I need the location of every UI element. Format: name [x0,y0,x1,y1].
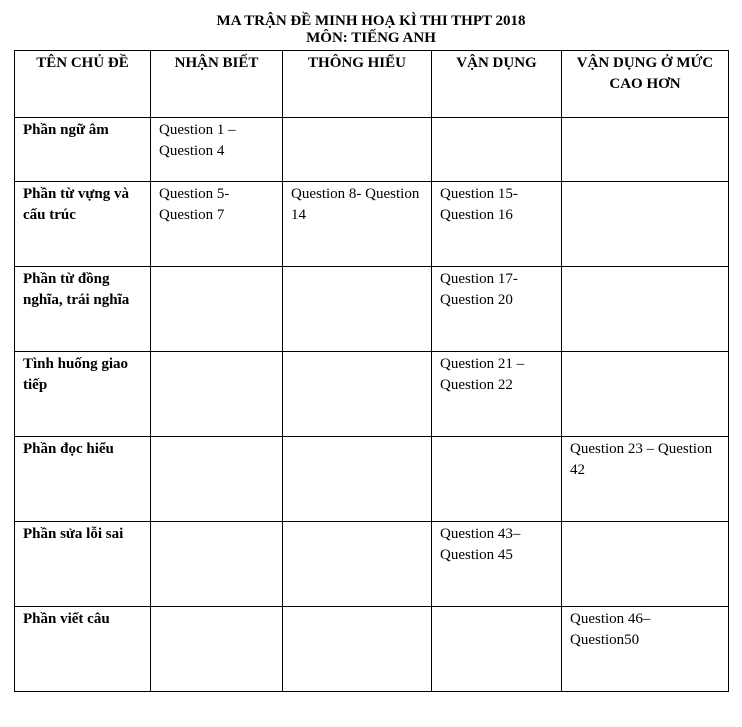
document-title: MA TRẬN ĐỀ MINH HOẠ KÌ THI THPT 2018 [216,13,526,29]
table-row [15,607,729,692]
table-cell [562,267,729,352]
table-cell: Question 23 – Question 42 [562,437,729,522]
table-cell: Question 15- Question 16 [432,182,562,267]
table-cell: Question 5- Question 7 [151,182,283,267]
header-comprehension: THÔNG HIỂU [283,51,432,118]
table-cell [432,607,562,692]
table-cell [283,267,432,352]
table-row [15,118,729,182]
table-row [15,352,729,437]
test-matrix-table [14,50,729,692]
header-high-application: VẬN DỤNG Ở MỨC CAO HƠN [562,51,729,118]
header-application: VẬN DỤNG [432,51,562,118]
table-cell [151,267,283,352]
table-row [15,437,729,522]
table-cell [151,437,283,522]
table-cell [283,607,432,692]
table-cell [432,118,562,182]
topic-cell: Phần từ đồng nghĩa, trái nghĩa [15,267,151,352]
table-cell [151,352,283,437]
table-row [15,267,729,352]
header-recognition: NHẬN BIẾT [151,51,283,118]
topic-cell: Phần viết câu [15,607,151,692]
table-cell [283,118,432,182]
table-cell: Question 21 – Question 22 [432,352,562,437]
table-cell: Question 43– Question 45 [432,522,562,607]
topic-cell: Phần ngữ âm [15,118,151,182]
table-cell [562,118,729,182]
table-cell [432,437,562,522]
topic-cell: Phần đọc hiểu [15,437,151,522]
topic-cell: Tình huống giao tiếp [15,352,151,437]
table-cell [562,352,729,437]
table-cell [562,522,729,607]
table-header-row [15,51,729,118]
table-row [15,182,729,267]
table-cell [283,352,432,437]
topic-cell: Phần sửa lỗi sai [15,522,151,607]
table-cell [283,522,432,607]
topic-cell: Phần từ vựng và cấu trúc [15,182,151,267]
table-cell[interactable]: Question 8- Question 14 [283,182,432,267]
table-cell: Question 17- Question 20 [432,267,562,352]
table-cell [151,522,283,607]
document-subtitle: MÔN: TIẾNG ANH [306,30,436,46]
table-cell [283,437,432,522]
table-cell: Question 1 – Question 4 [151,118,283,182]
table-cell: Question 46– Question50 [562,607,729,692]
table-cell [562,182,729,267]
table-row [15,522,729,607]
table-cell [151,607,283,692]
header-topic: TÊN CHỦ ĐỀ [15,51,151,118]
